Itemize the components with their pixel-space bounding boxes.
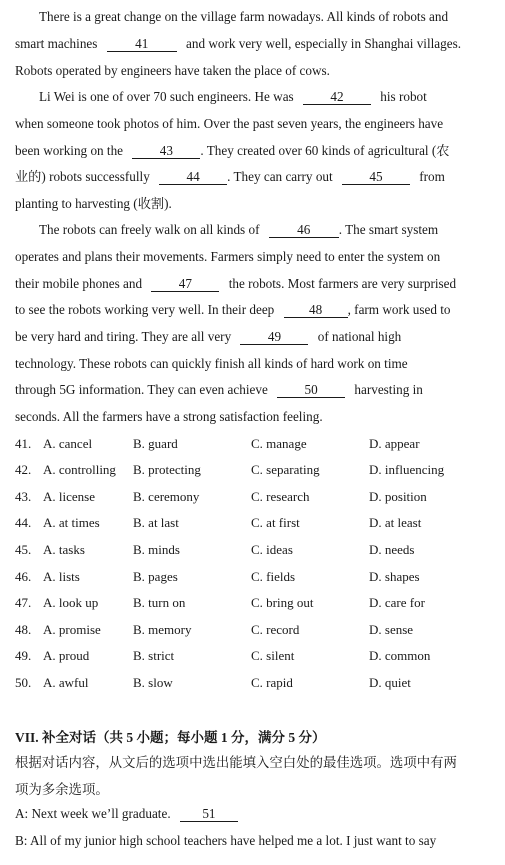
passage-text: , farm work used to xyxy=(347,302,451,317)
option-c: C. bring out xyxy=(251,595,314,610)
option-c: C. ideas xyxy=(251,542,293,557)
option-b: B. guard xyxy=(133,436,178,451)
option-b: B. ceremony xyxy=(133,489,200,504)
passage-line xyxy=(15,143,495,159)
option-d: D. appear xyxy=(369,436,420,451)
passage-line: seconds. All the farmers have a strong satisfaction feeling. xyxy=(15,409,323,424)
option-d: D. shapes xyxy=(369,569,420,584)
blank-45: 45 xyxy=(342,170,410,185)
option-b: B. at last xyxy=(133,515,179,530)
option-a: A. lists xyxy=(43,569,80,584)
option-d: D. quiet xyxy=(369,675,411,690)
option-row xyxy=(15,569,495,587)
question-number: 45. xyxy=(15,542,32,557)
passage-text: The robots can freely walk on all kinds of xyxy=(39,222,260,237)
option-d: D. needs xyxy=(369,542,415,557)
passage-text: their mobile phones and xyxy=(15,276,143,291)
blank-41: 41 xyxy=(107,37,177,52)
option-b: B. protecting xyxy=(133,462,201,477)
passage-line xyxy=(39,89,505,105)
option-c: C. manage xyxy=(251,436,307,451)
option-row xyxy=(15,648,495,666)
passage-text: harvesting in xyxy=(354,382,423,397)
option-row xyxy=(15,542,495,560)
question-number: 48. xyxy=(15,622,32,637)
option-a: A. awful xyxy=(43,675,89,690)
passage-line: technology. These robots can quickly finish all kinds of hard work on time xyxy=(15,356,408,371)
option-row xyxy=(15,436,495,454)
passage-text: smart machines xyxy=(15,36,98,51)
passage-text: and work very well, especially in Shanghai villages. xyxy=(186,36,462,51)
option-d: D. position xyxy=(369,489,427,504)
option-b: B. strict xyxy=(133,648,175,663)
passage-line xyxy=(15,302,495,318)
passage-text: through 5G information. They can even achieve xyxy=(15,382,268,397)
option-c: C. fields xyxy=(251,569,296,584)
option-d: D. sense xyxy=(369,622,414,637)
option-c: C. research xyxy=(251,489,310,504)
blank-49: 49 xyxy=(240,330,308,345)
section-heading: VII. 补全对话（共 5 小题；每小题 1 分，满分 5 分） xyxy=(15,730,326,745)
passage-text: of national high xyxy=(317,329,402,344)
option-a: A. license xyxy=(43,489,95,504)
passage-text: to see the robots working very well. In their deep xyxy=(15,302,275,317)
option-d: D. common xyxy=(369,648,431,663)
question-number: 43. xyxy=(15,489,32,504)
option-b: B. memory xyxy=(133,622,192,637)
option-b: B. slow xyxy=(133,675,173,690)
passage-text: from xyxy=(419,169,445,184)
blank-46: 46 xyxy=(269,223,339,238)
option-a: A. promise xyxy=(43,622,101,637)
question-number: 42. xyxy=(15,462,32,477)
question-number: 47. xyxy=(15,595,32,610)
option-a: A. tasks xyxy=(43,542,85,557)
option-a: A. proud xyxy=(43,648,90,663)
passage-line xyxy=(39,222,505,238)
question-number: 46. xyxy=(15,569,32,584)
passage-line xyxy=(15,169,495,185)
dialogue-line xyxy=(15,806,495,822)
passage-text: . The smart system xyxy=(338,222,439,237)
passage-line xyxy=(15,382,495,398)
option-row xyxy=(15,675,495,693)
question-number: 41. xyxy=(15,436,32,451)
passage-line xyxy=(15,276,495,292)
passage-text: . They can carry out xyxy=(227,169,333,184)
instruction-line: 根据对话内容，从文后的选项中选出能填入空白处的最佳选项。选项中有两 xyxy=(15,755,457,770)
passage-line: There is a great change on the village farm nowadays. All kinds of robots and xyxy=(39,9,449,24)
option-row xyxy=(15,489,495,507)
question-number: 44. xyxy=(15,515,32,530)
option-row xyxy=(15,462,495,480)
blank-43: 43 xyxy=(132,144,200,159)
option-c: C. at first xyxy=(251,515,300,530)
passage-text: . They created over 60 kinds of agricultural (农 xyxy=(200,143,450,158)
question-number: 50. xyxy=(15,675,32,690)
passage-line xyxy=(15,329,495,345)
passage-text: be very hard and tiring. They are all very xyxy=(15,329,232,344)
passage-text: 业的) robots successfully xyxy=(15,169,150,184)
option-c: C. record xyxy=(251,622,300,637)
question-number: 49. xyxy=(15,648,32,663)
option-row xyxy=(15,595,495,613)
passage-line: operates and plans their movements. Farmers simply need to enter the system on xyxy=(15,249,441,264)
blank-48: 48 xyxy=(284,303,348,318)
passage-text: his robot xyxy=(380,89,427,104)
blank-44: 44 xyxy=(159,170,227,185)
option-a: A. controlling xyxy=(43,462,116,477)
passage-line xyxy=(15,36,495,52)
option-a: A. cancel xyxy=(43,436,93,451)
dialogue-text: A: Next week we’ll graduate. xyxy=(15,806,171,821)
option-b: B. turn on xyxy=(133,595,186,610)
option-c: C. rapid xyxy=(251,675,293,690)
passage-line: when someone took photos of him. Over the past seven years, the engineers have xyxy=(15,116,444,131)
option-c: C. silent xyxy=(251,648,295,663)
option-c: C. separating xyxy=(251,462,320,477)
option-row xyxy=(15,515,495,533)
blank-50: 50 xyxy=(277,383,345,398)
blank-42: 42 xyxy=(303,90,371,105)
blank-51: 51 xyxy=(180,807,238,822)
option-d: D. at least xyxy=(369,515,422,530)
dialogue-line: B: All of my junior high school teachers have helped me a lot. I just want to say xyxy=(15,833,437,848)
option-a: A. at times xyxy=(43,515,100,530)
passage-line: planting to harvesting (收割). xyxy=(15,196,172,211)
passage-text: been working on the xyxy=(15,143,124,158)
option-b: B. minds xyxy=(133,542,180,557)
passage-text: the robots. Most farmers are very surprised xyxy=(228,276,457,291)
option-a: A. look up xyxy=(43,595,99,610)
blank-47: 47 xyxy=(151,277,219,292)
passage-line: Robots operated by engineers have taken the place of cows. xyxy=(15,63,330,78)
instruction-line: 项为多余选项。 xyxy=(15,782,109,797)
option-d: D. influencing xyxy=(369,462,445,477)
option-d: D. care for xyxy=(369,595,425,610)
option-b: B. pages xyxy=(133,569,178,584)
passage-text: Li Wei is one of over 70 such engineers. He was xyxy=(39,89,294,104)
option-row xyxy=(15,622,495,640)
